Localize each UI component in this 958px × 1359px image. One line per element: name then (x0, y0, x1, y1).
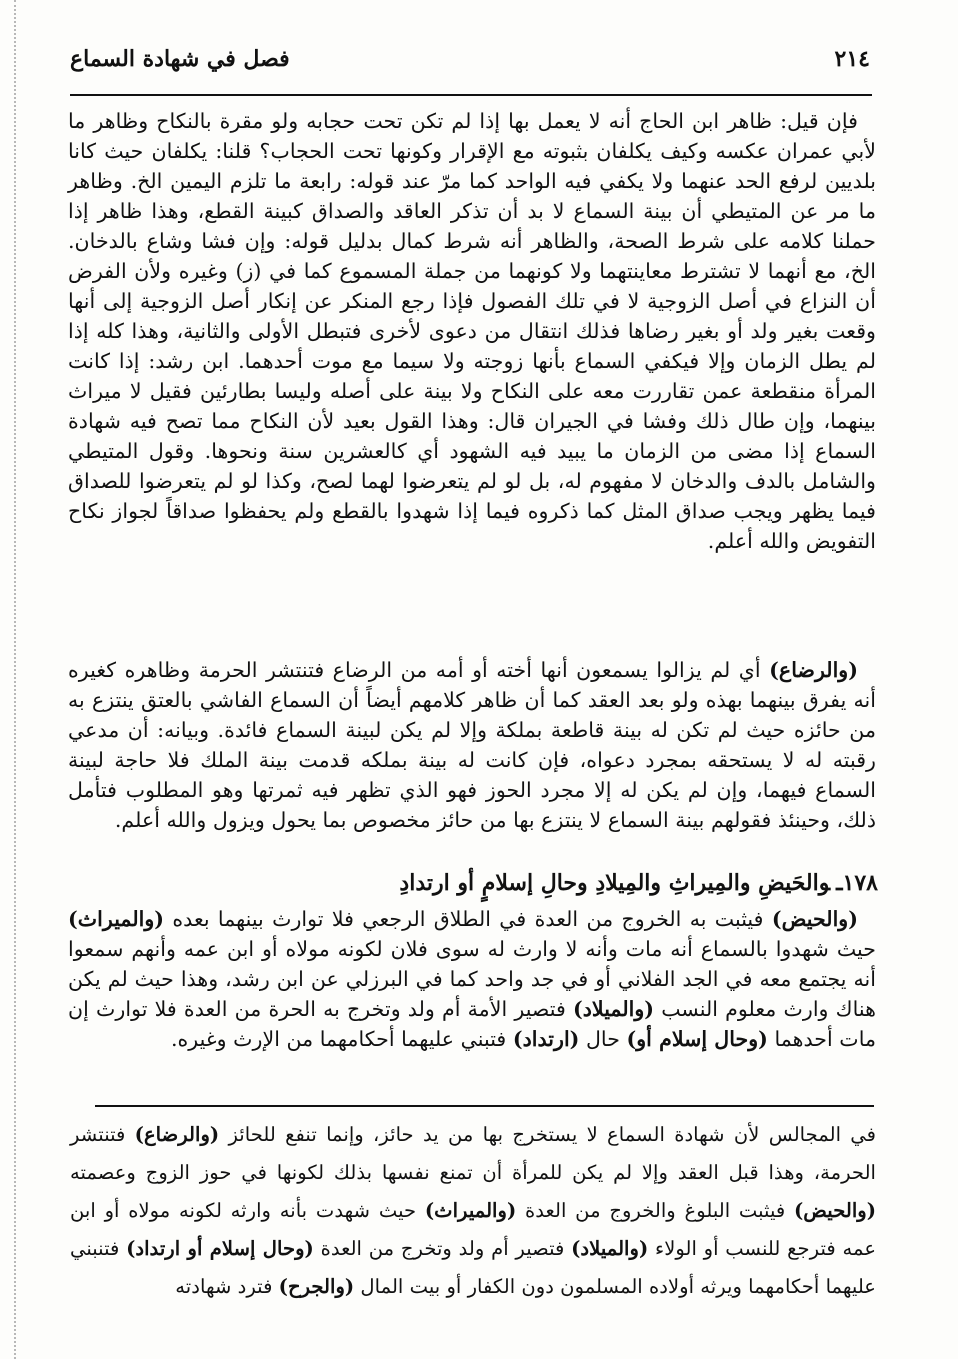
term-hayd: (والحيض) (771, 907, 858, 931)
rada-text (68, 655, 876, 835)
commentary-text: (والحيض) فيثبت به الخروج من العدة في الطلاق الرجعي فلا توارث بينهما بعده (والميراث) حيث شهدوا بالسماع أنه مات وأنه لا وارث له سوى فلان لكونه مولاه أو ابن عمه وأنهم سمعوا أنه يجتمع معه في الجد الفلاني أو في جد واحد كما في البرزلي عن ابن رشد، وهذا حيث لم يكن هناك وارث معلوم النسب (والميلاد) فتصير الأمة أم ولد وتخرج به الحرة من العدة فلا توارث إن مات أحدهما (وحال إسلام أو) حال (ارتداد) فتبني عليهما أحكامهما من الإرث وغيره. (68, 907, 876, 1051)
term-irtidad: (ارتداد) (512, 1027, 580, 1051)
rada-paragraph (68, 655, 876, 835)
footnote-term-hayd: (والحيض) (794, 1199, 876, 1222)
term-rada: (والرضاع) (769, 658, 858, 682)
page-header (70, 46, 870, 94)
main-text-block (68, 106, 876, 556)
footnote-term-rada: (والرضاع) (134, 1123, 220, 1146)
footnote-term-miras: (والميراث) (424, 1199, 517, 1222)
scan-edge-dots (14, 0, 16, 1359)
footnote-term-hal-islam: (وحال إسلام أو ارتداد) (126, 1237, 314, 1260)
header-rule (70, 94, 872, 96)
footnote-paragraph: في المجالس لأن شهادة السماع لا يستخرج بها من يد حائز، وإنما تنفع للحائز (والرضاع) فتنتشر الحرمة، وهذا قبل العقد وإلا لم يكن للمرأة أن تمنع نفسها بذلك لكونها في حوز الزوج وعصمته (والحيض) فيثبت البلوغ والخروج من العدة (والميراث) حيث شهدت بأنه وارثه لكونه مولاه أو ابن عمه فترجع للنسب أو الولاء (والميلاد) فتصير أم ولد وتخرج من العدة (وحال إسلام أو ارتداد) فتنبني عليهما أحكامهما ويرثه أولاده المسلمون دون الكفار أو بيت المال (والجرح) فترد شهادته (70, 1123, 877, 1298)
footnote-block (70, 1116, 876, 1306)
footnote-rule (95, 1105, 874, 1107)
section-heading-178 (60, 866, 878, 900)
page-number: ٢١٤ (834, 46, 870, 72)
running-title: فصل في شهادة السماع (70, 46, 290, 72)
term-hal-islam: (وحال إسلام أو) (626, 1027, 768, 1051)
footnote-term-milad: (والميلاد) (571, 1237, 649, 1260)
section-number: ١٧٨ـ (836, 870, 878, 896)
footnote-term-jarh: (والجرح) (278, 1275, 355, 1298)
term-milad: (والميلاد) (573, 997, 655, 1021)
rada-body: أي لم يزالوا يسمعون أنها أخته أو أمه من الرضاع فتنتشر الحرمة وظاهره كغيره أنه يفرق بينهما بهذه ولو بعد العقد كما أن ظاهر كلامهم أيضاً أن السماع الفاشي بالعتق ينتزع به من حائزه حيث لم تكن له بينة قاطعة بملكة وإلا لم يكن لبينة السماع فائدة. وبيانه: أن مدعي رقبته له لا يستحقه بمجرد دعواه، فإن كانت له بينة بملكه قدمت بينة الملك فلا حاجة لبينة السماع فيهما، وإن لم يكن له إلا مجرد الحوز فهو الذي تظهر فيه ثمرتها وهو المطلوب فتأمل ذلك، وحينئذ فقولهم بينة السماع لا ينتزع بها من حائز مخصوص بما يحول ويزول والله أعلم. (68, 658, 876, 832)
verse-title: والحَيضِ والمِيراثِ والمِيلادِ وحالِ إسلامٍ أو ارتدادِ (399, 870, 831, 896)
term-miras: (والميراث) (68, 907, 165, 931)
main-paragraph: فإن قيل: ظاهر ابن الحاج أنه لا يعمل بها إذا لم تكن تحت حجابه ولو مقرة بالنكاح وظاهر ما لأبي عمران عكسه وكيف يكلفان بثبوته مع الإقرار وكونها تحت الحجاب؟ قلنا: يكلفان حيث كانا بلديين لرفع الحد عنهما ولا يكفي فيه الواحد كما مرّ عند قوله: رابعة ما تلزم اليمين الخ. وظاهر ما مر عن المتيطي أن بينة السماع لا بد أن تذكر العاقد والصداق كبينة القطع، وهذا ظاهر إذا حملنا كلامه على شرط الصحة، والظاهر أنه شرط كمال بدليل قوله: وإن فشا وشاع بالدخان. الخ، مع أنهما لا تشترط معاينتهما ولا كونهما من جملة المسموع كما في (ز) وغيره ولأن الفرض أن النزاع في أصل الزوجية لا في تلك الفصول فإذا رجع المنكر عن إنكار أصل الزوجية إلى أنها وقعت بغير ولد أو بغير رضاها فذلك انتقال من دعوى لأخرى فتبطل الأولى والثانية، وهذا كله إذا لم يطل الزمان وإلا فيكفي السماع بأنها زوجته ولا سيما مع موت أحدهما. ابن رشد: إذا كانت المرأة منقطعة عمن تقاررت معه على النكاح ولا بينة على أصله وليسا بطارئين فقيل لا ميراث بينهما، وإن طال ذلك وفشا في الجيران قال: وهذا القول بعيد لأن النكاح مما تصح فيه شهادة السماع إذا مضى من الزمان ما يبيد فيه الشهود أي كالعشرين سنة ونحوها. وقول المتيطي والشامل بالدف والدخان لا مفهوم له، بل لو لم يتعرضوا لهما لصح، وكذا لو لم يتعرضوا للصداق فيما يظهر ويجب صداق المثل كما ذكروه فيما إذا شهدوا بالقطع ولم يحفظوا صداقاً لجواز نكاح التفويض والله أعلم. (68, 109, 876, 553)
commentary-paragraph-178 (68, 904, 876, 1054)
